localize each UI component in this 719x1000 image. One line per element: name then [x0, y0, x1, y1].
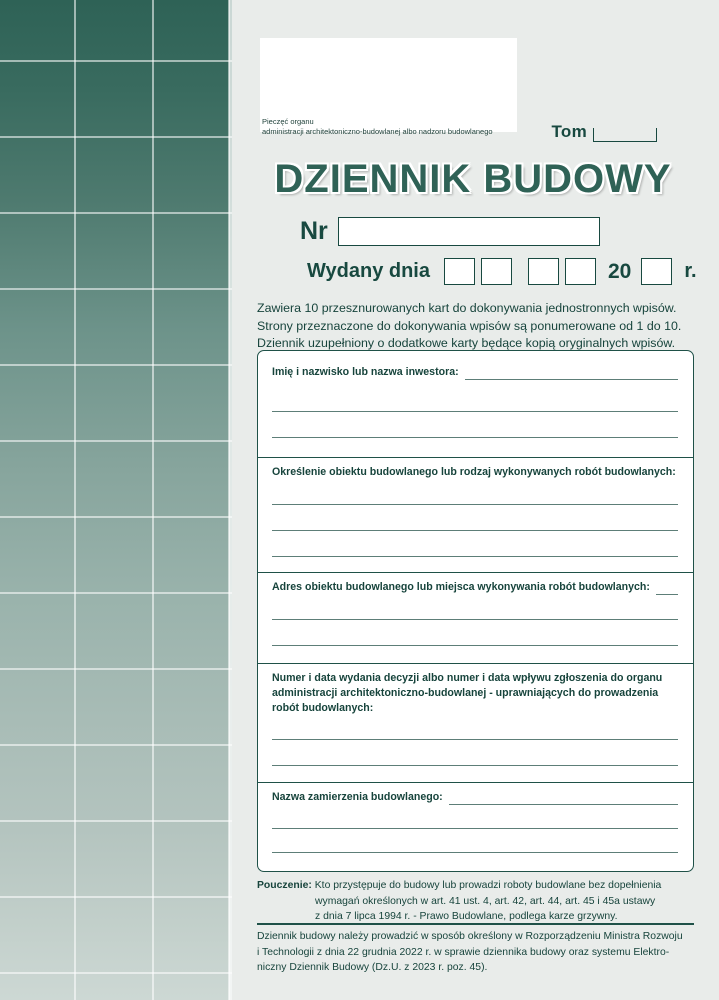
footer-divider: [257, 923, 694, 925]
section-divider-4: [258, 782, 693, 783]
pouczenie-line-2: wymagań określonych w art. 41 ust. 4, art. 42, art. 44, art. 45 i 45a ustawy: [315, 895, 656, 907]
section-address-input-line-1[interactable]: [656, 583, 678, 595]
section-address-line-3[interactable]: [272, 645, 678, 646]
section-investor-label: Imię i nazwisko lub nazwa inwestora:: [272, 366, 459, 378]
pouczenie-label: Pouczenie:: [257, 880, 312, 891]
date-month-cell-2[interactable]: [565, 258, 596, 285]
decorative-gradient-band: [0, 0, 232, 1000]
section-decision: [272, 671, 678, 716]
pouczenie-block: [257, 878, 697, 925]
section-address: [272, 580, 678, 595]
section-project-name-line-2[interactable]: [272, 828, 678, 829]
section-object-description-line-2[interactable]: [272, 530, 678, 531]
date-day-cell-1[interactable]: [444, 258, 475, 285]
intro-line-1: Zawiera 10 przesznurowanych kart do dokonywania jednostronnych wpisów.: [257, 301, 677, 315]
intro-text: [257, 300, 697, 353]
year-suffix: r.: [684, 260, 697, 282]
section-divider-2: [258, 572, 693, 573]
section-investor: [272, 365, 678, 380]
section-investor-input-line-2[interactable]: [272, 411, 678, 412]
date-day-cell-2[interactable]: [481, 258, 512, 285]
issue-date-field[interactable]: [307, 258, 697, 285]
intro-line-3: Dziennik uzupełniony o dodatkowe karty będące kopią oryginalnych wpisów.: [257, 336, 676, 351]
section-object-description: [272, 465, 678, 480]
pouczenie-line-1: Kto przystępuje do budowy lub prowadzi roboty budowlane bez dopełnienia: [314, 880, 662, 891]
form-panel: [257, 350, 694, 872]
pouczenie-line-3: z dnia 7 lipca 1994 r. - Prawo Budowlane, podlega karze grzywny.: [315, 911, 618, 923]
intro-line-2: Strony przeznaczone do dokonywania wpisów są ponumerowane od 1 do 10.: [257, 318, 682, 333]
section-project-name-line-3[interactable]: [272, 852, 678, 853]
year-prefix: 20: [608, 259, 632, 283]
tom-label: Tom: [551, 122, 587, 141]
page-title: DZIENNIK BUDOWY: [274, 157, 672, 201]
section-object-description-line-3[interactable]: [272, 556, 678, 557]
tom-field[interactable]: [551, 122, 657, 142]
section-project-name: [272, 790, 678, 805]
section-object-description-line-1[interactable]: [272, 504, 678, 505]
section-object-description-label: Określenie obiektu budowlanego lub rodzaj wykonywanych robót budowlanych:: [272, 466, 676, 478]
footnote-block: [257, 929, 701, 976]
section-address-line-2[interactable]: [272, 619, 678, 620]
footnote-line-1: Dziennik budowy należy prowadzić w sposób określony w Rozporządzeniu Ministra Rozwoju: [257, 931, 683, 942]
section-decision-line-1[interactable]: [272, 739, 678, 740]
section-investor-input-line-3[interactable]: [272, 437, 678, 438]
section-decision-label-line-3: robót budowlanych:: [272, 702, 374, 715]
document-content: [232, 0, 719, 1000]
stamp-caption: [262, 117, 512, 137]
stamp-caption-line-2: administracji architektoniczno-budowlanej albo nadzoru budowlanego: [262, 127, 493, 137]
section-divider-3: [258, 663, 693, 664]
section-project-name-line-1[interactable]: [449, 793, 678, 805]
stamp-caption-line-1: Pieczęć organu: [262, 117, 314, 126]
nr-field[interactable]: [300, 217, 600, 246]
section-address-label: Adres obiektu budowlanego lub miejsca wykonywania robót budowlanych:: [272, 581, 650, 593]
footnote-line-3: niczny Dziennik Budowy (Dz.U. z 2023 r. poz. 45).: [257, 962, 488, 974]
section-decision-line-2[interactable]: [272, 765, 678, 766]
section-decision-label-line-1: Numer i data wydania decyzji albo numer i data wpływu zgłoszenia do organu: [272, 672, 663, 684]
nr-label: Nr: [300, 217, 328, 245]
tom-input[interactable]: [593, 128, 657, 142]
nr-input[interactable]: [338, 217, 600, 246]
section-decision-label-line-2: administracji architektoniczno-budowlanej - uprawniających do prowadzenia: [272, 687, 659, 700]
section-investor-input-line-1[interactable]: [465, 368, 678, 380]
section-project-name-label: Nazwa zamierzenia budowlanego:: [272, 791, 443, 803]
date-year-cell[interactable]: [641, 258, 672, 285]
section-divider-1: [258, 457, 693, 458]
issue-date-label: Wydany dnia: [307, 260, 430, 282]
footnote-line-2: i Technologii z dnia 22 grudnia 2022 r. w sprawie dziennika budowy oraz systemu Elektro-: [257, 946, 670, 958]
date-month-cell-1[interactable]: [528, 258, 559, 285]
